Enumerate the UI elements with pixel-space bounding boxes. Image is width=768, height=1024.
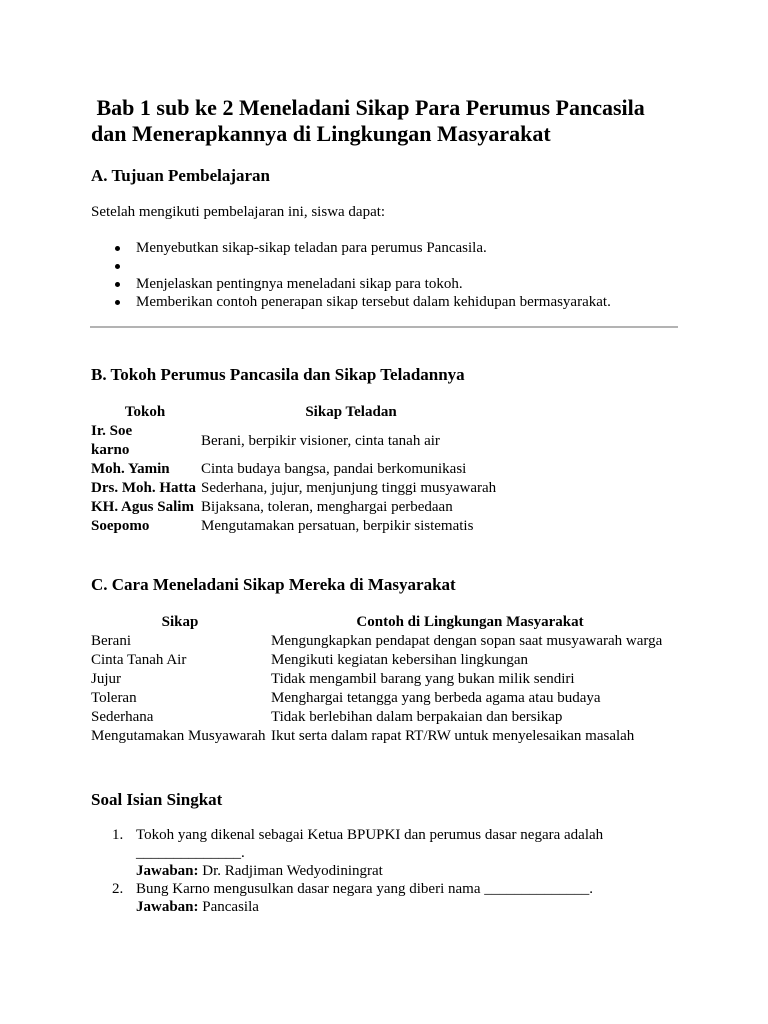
sikap-table bbox=[90, 612, 670, 746]
table-row bbox=[90, 689, 670, 708]
sikap-cell: Sederhana, jujur, menjunjung tinggi musyawarah bbox=[201, 480, 497, 496]
sikap-cell: Sederhana bbox=[91, 709, 154, 725]
question-text-line-1: Tokoh yang dikenal sebagai Ketua BPUPKI dan perumus dasar negara adalah bbox=[136, 827, 604, 843]
list-item: Memberikan contoh penerapan sikap tersebut dalam kehidupan bermasyarakat. bbox=[91, 293, 611, 311]
question-text-line-1: Bung Karno mengusulkan dasar negara yang diberi nama ______________. bbox=[136, 881, 593, 897]
table-row bbox=[90, 422, 502, 460]
column-header-tokoh: Tokoh bbox=[124, 403, 166, 420]
table-row bbox=[90, 479, 502, 498]
soal-heading: Soal Isian Singkat bbox=[91, 790, 223, 809]
tokoh-name-cell: Drs. Moh. Hatta bbox=[91, 480, 196, 496]
answer-text: Pancasila bbox=[198, 899, 259, 915]
tokoh-table bbox=[90, 402, 502, 536]
tokoh-name-cell bbox=[90, 422, 200, 460]
column-header-sikap-teladan: Sikap Teladan bbox=[305, 403, 397, 420]
column-header-sikap: Sikap bbox=[161, 613, 199, 630]
question-number: 2. bbox=[112, 881, 124, 897]
tokoh-name-cell: Soepomo bbox=[91, 518, 150, 534]
list-item: Menjelaskan pentingnya meneladani sikap para tokoh. bbox=[91, 275, 611, 293]
learning-goals-list bbox=[91, 239, 611, 311]
tokoh-name-line-2: karno bbox=[91, 442, 130, 458]
answer-line bbox=[136, 898, 691, 916]
column-header-contoh: Contoh di Lingkungan Masyarakat bbox=[356, 613, 584, 630]
contoh-cell: Mengungkapkan pendapat dengan sopan saat musyawarah warga bbox=[271, 633, 663, 649]
list-item: Menyebutkan sikap-sikap teladan para perumus Pancasila. bbox=[91, 239, 611, 257]
table-row bbox=[90, 708, 670, 727]
soal-list bbox=[91, 826, 691, 916]
sikap-cell: Mengutamakan Musyawarah bbox=[91, 728, 266, 744]
table-row bbox=[90, 632, 670, 651]
section-b-heading: B. Tokoh Perumus Pancasila dan Sikap Teladannya bbox=[91, 365, 465, 384]
question-text-line-2: ______________. bbox=[136, 845, 245, 861]
section-a-intro: Setelah mengikuti pembelajaran ini, siswa dapat: bbox=[91, 204, 386, 220]
table-row bbox=[90, 460, 502, 479]
tokoh-name-cell: Moh. Yamin bbox=[91, 461, 170, 477]
table-row bbox=[90, 651, 670, 670]
page-title bbox=[91, 95, 691, 147]
sikap-cell: Cinta budaya bangsa, pandai berkomunikasi bbox=[201, 461, 467, 477]
answer-line bbox=[136, 862, 691, 880]
sikap-cell: Jujur bbox=[91, 671, 121, 687]
answer-label: Jawaban: bbox=[136, 899, 199, 915]
table-header-row bbox=[90, 402, 502, 422]
table-row bbox=[90, 727, 670, 746]
table-row bbox=[90, 498, 502, 517]
section-c-heading: C. Cara Meneladani Sikap Mereka di Masyarakat bbox=[91, 575, 456, 594]
list-item bbox=[91, 826, 691, 880]
table-row bbox=[90, 670, 670, 689]
sikap-cell: Bijaksana, toleran, menghargai perbedaan bbox=[201, 499, 453, 515]
question-number: 1. bbox=[112, 827, 124, 843]
section-a-heading: A. Tujuan Pembelajaran bbox=[91, 166, 270, 185]
list-item bbox=[91, 257, 611, 275]
sikap-cell: Mengutamakan persatuan, berpikir sistematis bbox=[201, 518, 474, 534]
contoh-cell: Mengikuti kegiatan kebersihan lingkungan bbox=[271, 652, 529, 668]
contoh-cell: Menghargai tetangga yang berbeda agama atau budaya bbox=[271, 690, 601, 706]
answer-text: Dr. Radjiman Wedyodiningrat bbox=[198, 863, 383, 879]
sikap-cell: Cinta Tanah Air bbox=[91, 652, 187, 668]
tokoh-name-cell: KH. Agus Salim bbox=[91, 499, 194, 515]
answer-label: Jawaban: bbox=[136, 863, 199, 879]
horizontal-divider bbox=[90, 326, 678, 328]
title-line-2: dan Menerapkannya di Lingkungan Masyarakat bbox=[91, 121, 551, 146]
sikap-cell: Berani, berpikir visioner, cinta tanah air bbox=[201, 432, 440, 449]
sikap-cell: Berani bbox=[91, 633, 131, 649]
contoh-cell: Ikut serta dalam rapat RT/RW untuk menyelesaikan masalah bbox=[271, 728, 635, 744]
title-line-1: Bab 1 sub ke 2 Meneladani Sikap Para Perumus Pancasila bbox=[91, 95, 645, 120]
list-item bbox=[91, 880, 691, 916]
contoh-cell: Tidak berlebihan dalam berpakaian dan bersikap bbox=[271, 709, 563, 725]
contoh-cell: Tidak mengambil barang yang bukan milik sendiri bbox=[271, 671, 575, 687]
tokoh-name-line-1: Ir. Soe bbox=[91, 423, 133, 439]
sikap-cell: Toleran bbox=[91, 690, 137, 706]
table-header-row bbox=[90, 612, 670, 632]
table-row bbox=[90, 517, 502, 536]
